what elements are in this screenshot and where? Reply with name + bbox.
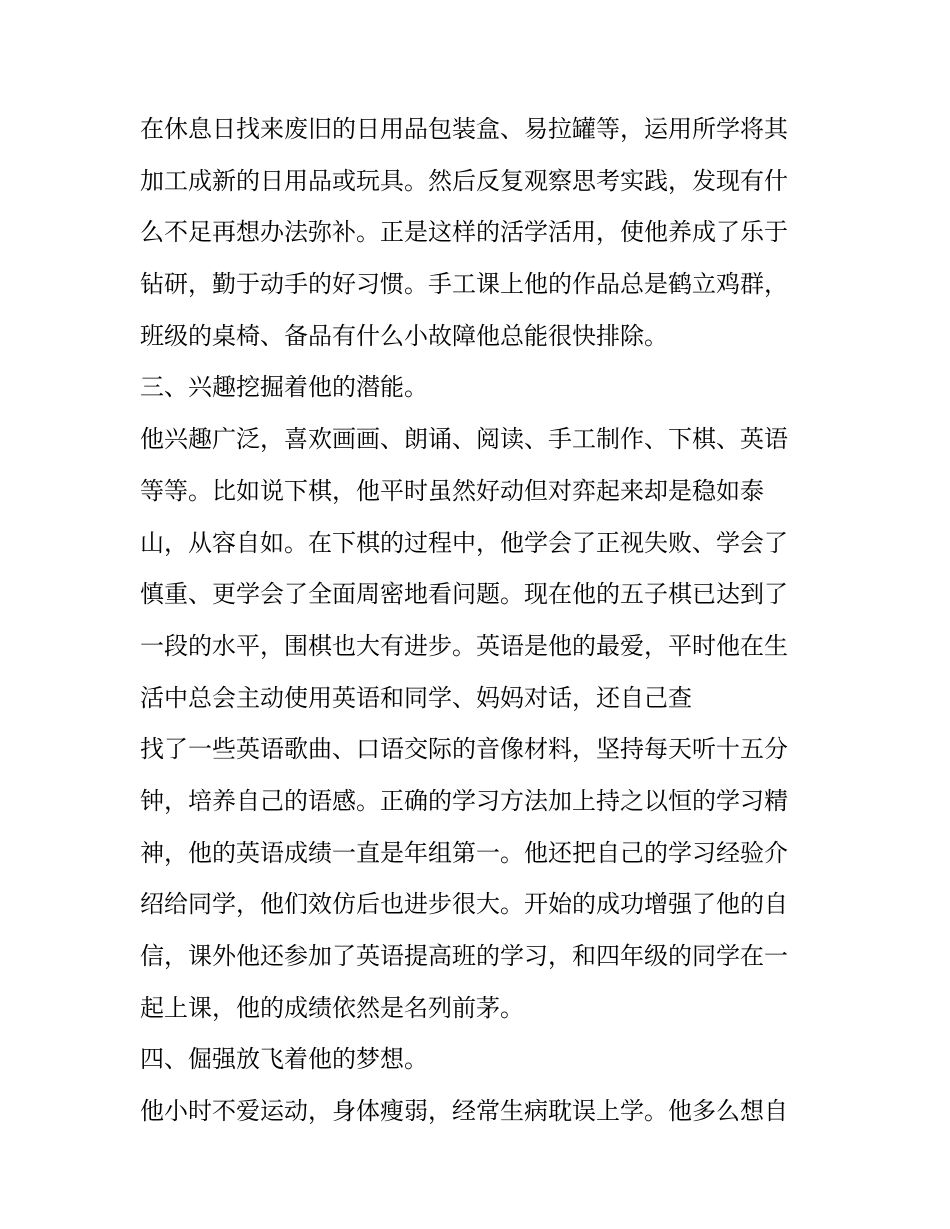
text-line: 一段的水平，围棋也大有进步。英语是他的最爱，平时他在生 [140,631,788,660]
text-line: 活中总会主动使用英语和同学、妈妈对话，还自己查 [140,683,692,712]
text-line: 加工成新的日用品或玩具。然后反复观察思考实践，发现有什 [140,166,788,195]
text-line: 神，他的英语成绩一直是年组第一。他还把自己的学习经验介 [140,838,788,867]
text-line: 绍给同学，他们效仿后也进步很大。开始的成功增强了他的自 [140,890,788,919]
text-line: 等等。比如说下棋，他平时虽然好动但对弈起来却是稳如泰 [140,476,764,505]
text-line: 山，从容自如。在下棋的过程中，他学会了正视失败、学会了 [140,528,788,557]
text-line: 找了一些英语歌曲、口语交际的音像材料，坚持每天听十五分 [140,735,788,764]
text-line: 慎重、更学会了全面周密地看问题。现在他的五子棋已达到了 [140,580,788,609]
text-line: 他兴趣广泛，喜欢画画、朗诵、阅读、手工制作、下棋、英语 [140,425,788,454]
text-line: 钟，培养自己的语感。正确的学习方法加上持之以恒的学习精 [140,786,788,815]
text-line: 钻研，勤于动手的好习惯。手工课上他的作品总是鹤立鸡群， [140,270,788,299]
text-line: 么不足再想办法弥补。正是这样的活学活用，使他养成了乐于 [140,218,788,247]
section-heading: 三、兴趣挖掘着他的潜能。 [140,373,428,402]
text-line: 他小时不爱运动，身体瘦弱，经常生病耽误上学。他多么想自 [140,1097,788,1126]
body-text [140,104,830,1138]
text-line: 班级的桌椅、备品有什么小故障他总能很快排除。 [140,321,668,350]
text-line: 信，课外他还参加了英语提高班的学习，和四年级的同学在一 [140,942,788,970]
text-line: 起上课，他的成绩依然是名列前茅。 [140,993,524,1022]
section-heading: 四、倔强放飞着他的梦想。 [140,1045,428,1074]
text-line: 在休息日找来废旧的日用品包装盒、易拉罐等，运用所学将其 [140,115,788,143]
